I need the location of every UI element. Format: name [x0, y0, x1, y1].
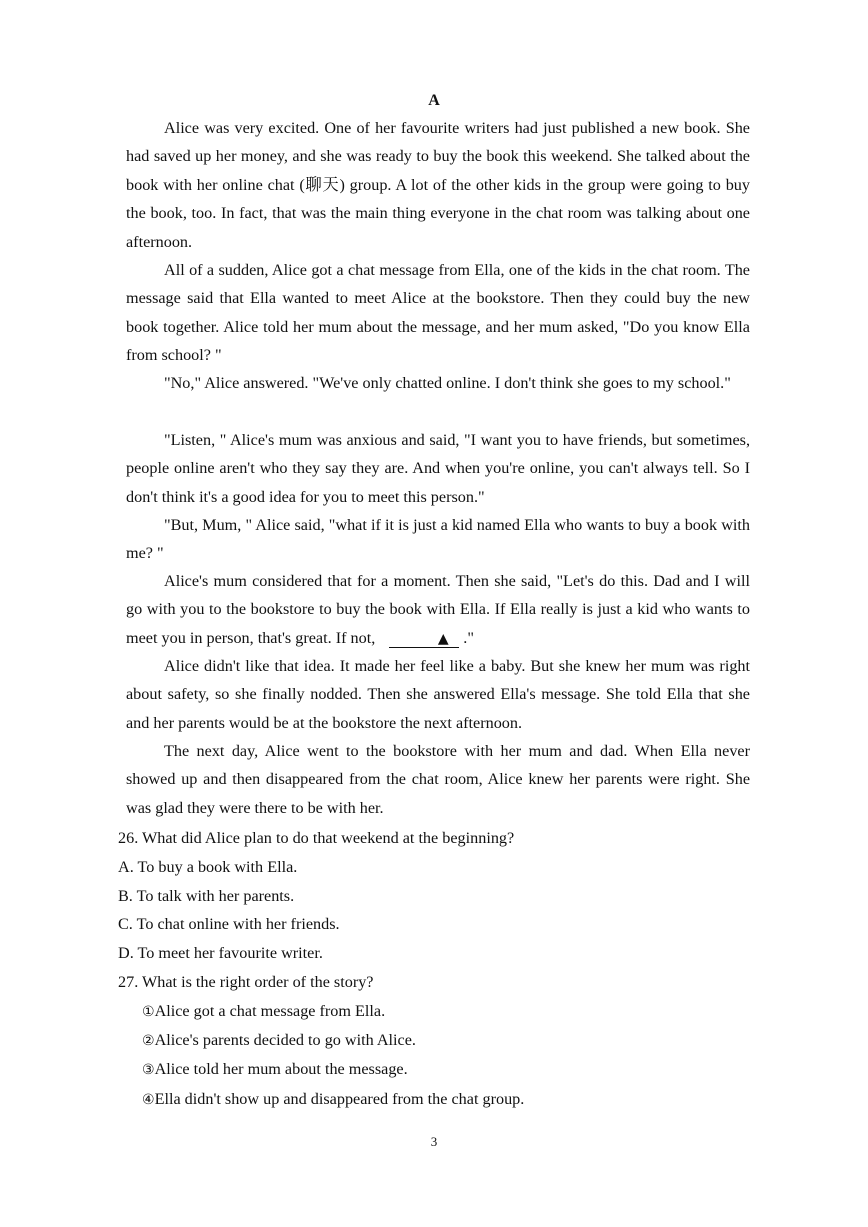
passage-paragraph-3: "No," Alice answered. "We've only chatted online. I don't think she goes to my school." — [164, 374, 731, 392]
event-marker: ④ — [142, 1092, 155, 1108]
paragraph-6-text: Alice's mum considered that for a moment. Then she said, "Let's do this. Dad and I will go with you to the bookstore to buy the book with Ella. If Ella really is just a kid who wants to meet you in person, that's great. If not, — [126, 572, 750, 647]
passage-paragraph-5: "But, Mum, " Alice said, "what if it is just a kid named Ella who wants to buy a book with me? " — [126, 516, 750, 563]
answer-blank: ▲ — [389, 631, 459, 648]
question-26-option-c: C. To chat online with her friends. — [118, 915, 340, 933]
passage-paragraph-2: All of a sudden, Alice got a chat message from Ella, one of the kids in the chat room. The message said that Ella wanted to meet Alice at the bookstore. Then they could buy the new book together. Alice told her mum about the message, and her mum asked, "Do you know Ella from school? " — [126, 261, 750, 365]
event-text: Alice told her mum about the message. — [154, 1060, 408, 1078]
question-26-option-d: D. To meet her favourite writer. — [118, 944, 323, 962]
question-27-event-2 — [142, 1028, 416, 1053]
event-marker: ③ — [142, 1062, 155, 1078]
question-26-stem: 26. What did Alice plan to do that weekend at the beginning? — [118, 829, 515, 847]
question-27-event-4 — [142, 1087, 524, 1112]
event-marker: ② — [142, 1033, 155, 1049]
question-26-option-a: A. To buy a book with Ella. — [118, 858, 298, 876]
event-text: Alice got a chat message from Ella. — [154, 1002, 386, 1020]
passage-paragraph-4: "Listen, " Alice's mum was anxious and said, "I want you to have friends, but sometimes, people online aren't who they say they are. And when you're online, you can't always tell. So I don't think it's a good idea for you to meet this person." — [126, 431, 750, 506]
passage-paragraph-8: The next day, Alice went to the bookstore with her mum and dad. When Ella never showed up and then disappeared from the chat room, Alice knew her parents were right. She was glad they were there to be with her. — [126, 742, 750, 817]
question-27-stem: 27. What is the right order of the story? — [118, 973, 374, 991]
question-27-event-1 — [142, 999, 385, 1024]
question-27-event-3 — [142, 1057, 408, 1082]
event-marker: ① — [142, 1004, 155, 1020]
passage-paragraph-7: Alice didn't like that idea. It made her feel like a baby. But she knew her mum was right about safety, so she finally nodded. Then she answered Ella's message. She told Ella that she and her parents would be at the bookstore the next afternoon. — [126, 657, 750, 732]
section-heading: A — [428, 92, 440, 109]
paragraph-6-end: ." — [463, 628, 474, 647]
page-number: 3 — [430, 1134, 438, 1149]
question-26-option-b: B. To talk with her parents. — [118, 887, 295, 905]
event-text: Ella didn't show up and disappeared from the chat group. — [154, 1090, 525, 1108]
passage-paragraph-6 — [126, 567, 750, 652]
event-text: Alice's parents decided to go with Alice. — [154, 1031, 416, 1049]
passage-paragraph-1: Alice was very excited. One of her favourite writers had just published a new book. She had saved up her money, and she was ready to buy the book this weekend. She talked about the book with her online chat (聊天) group. A lot of the other kids in the group were going to buy the book, too. In fact, that was the main thing everyone in the chat room was talking about one afternoon. — [126, 119, 750, 251]
